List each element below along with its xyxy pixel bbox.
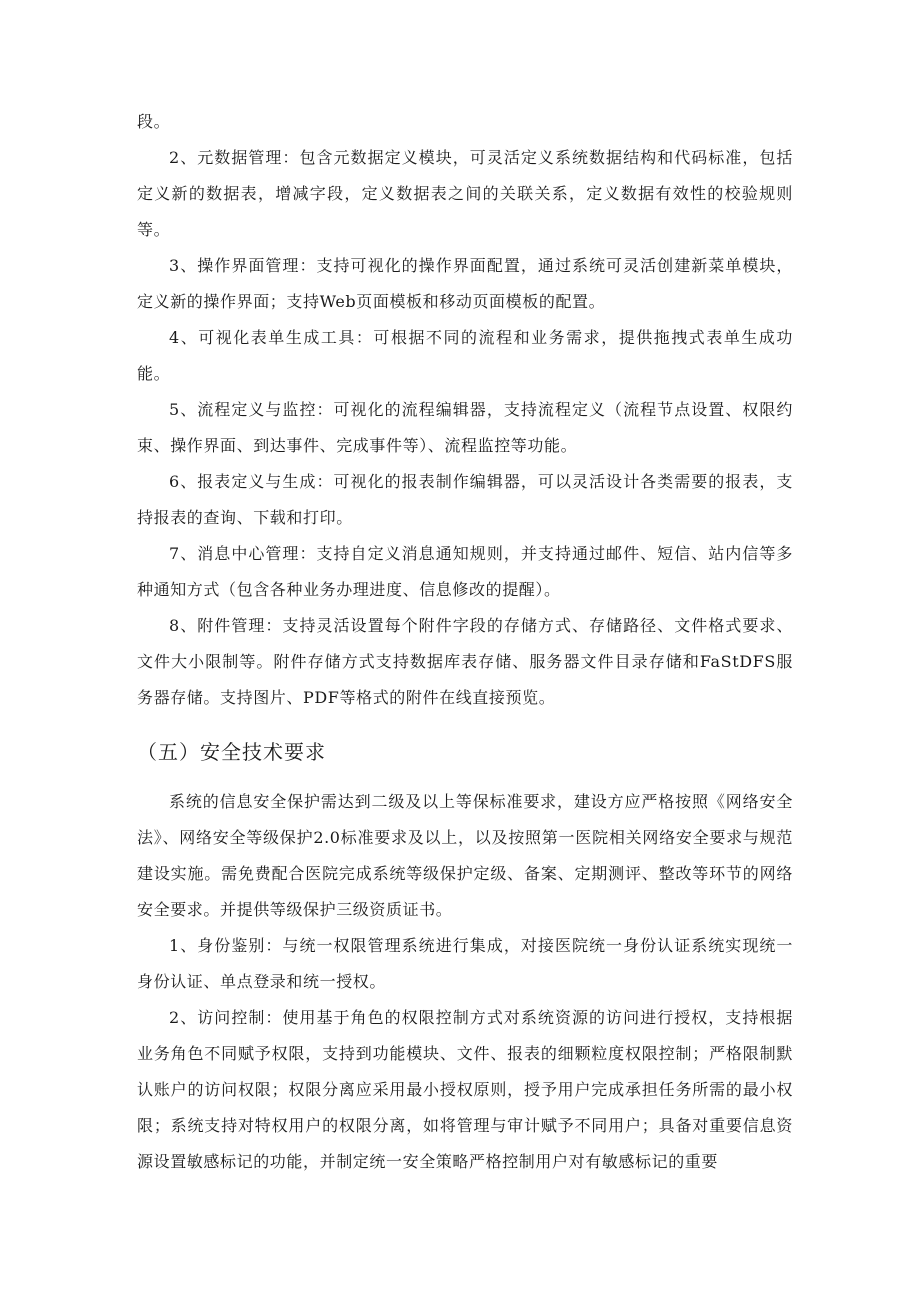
paragraph-attachments: 8、附件管理：支持灵活设置每个附件字段的存储方式、存储路径、文件格式要求、文件大小限制等。附件存储方式支持数据库表存储、服务器文件目录存储和FaStDFS服务器存储。支持图片、PDF等格式的附件在线直接预览。	[137, 616, 793, 707]
document-page	[137, 104, 793, 1180]
section-heading: （五）安全技术要求	[137, 740, 326, 764]
paragraph-ui-management: 3、操作界面管理：支持可视化的操作界面配置，通过系统可灵活创建新菜单模块，定义新的操作界面；支持Web页面模板和移动页面模板的配置。	[137, 256, 793, 311]
paragraph-metadata-management: 2、元数据管理：包含元数据定义模块，可灵活定义系统数据结构和代码标准，包括定义新的数据表，增减字段，定义数据表之间的关联关系，定义数据有效性的校验规则等。	[137, 148, 793, 239]
paragraph-message-center: 7、消息中心管理：支持自定义消息通知规则，并支持通过邮件、短信、站内信等多种通知方式（包含各种业务办理进度、信息修改的提醒）。	[137, 544, 793, 599]
paragraph-security-intro: 系统的信息安全保护需达到二级及以上等保标准要求，建设方应严格按照《网络安全法》、网络安全等级保护2.0标准要求及以上，以及按照第一医院相关网络安全要求与规范建设实施。需免费配合医院完成系统等级保护定级、备案、定期测评、整改等环节的网络安全要求。并提供等级保护三级资质证书。	[137, 792, 793, 919]
paragraph-access-control: 2、访问控制：使用基于角色的权限控制方式对系统资源的访问进行授权，支持根据业务角色不同赋予权限，支持到功能模块、文件、报表的细颗粒度权限控制；严格限制默认账户的访问权限；权限分离应采用最小授权原则，授予用户完成承担任务所需的最小权限；系统支持对特权用户的权限分离，如将管理与审计赋予不同用户；具备对重要信息资源设置敏感标记的功能，并制定统一安全策略严格控制用户对有敏感标记的重要	[137, 1008, 793, 1171]
paragraph-form-builder: 4、可视化表单生成工具：可根据不同的流程和业务需求，提供拖拽式表单生成功能。	[137, 328, 793, 383]
paragraph-continuation: 段。	[137, 112, 171, 131]
paragraph-identity-auth: 1、身份鉴别：与统一权限管理系统进行集成，对接医院统一身份认证系统实现统一身份认证、单点登录和统一授权。	[137, 936, 793, 991]
paragraph-reports: 6、报表定义与生成：可视化的报表制作编辑器，可以灵活设计各类需要的报表，支持报表的查询、下载和打印。	[137, 472, 793, 527]
paragraph-workflow: 5、流程定义与监控：可视化的流程编辑器，支持流程定义（流程节点设置、权限约束、操作界面、到达事件、完成事件等）、流程监控等功能。	[137, 400, 793, 455]
